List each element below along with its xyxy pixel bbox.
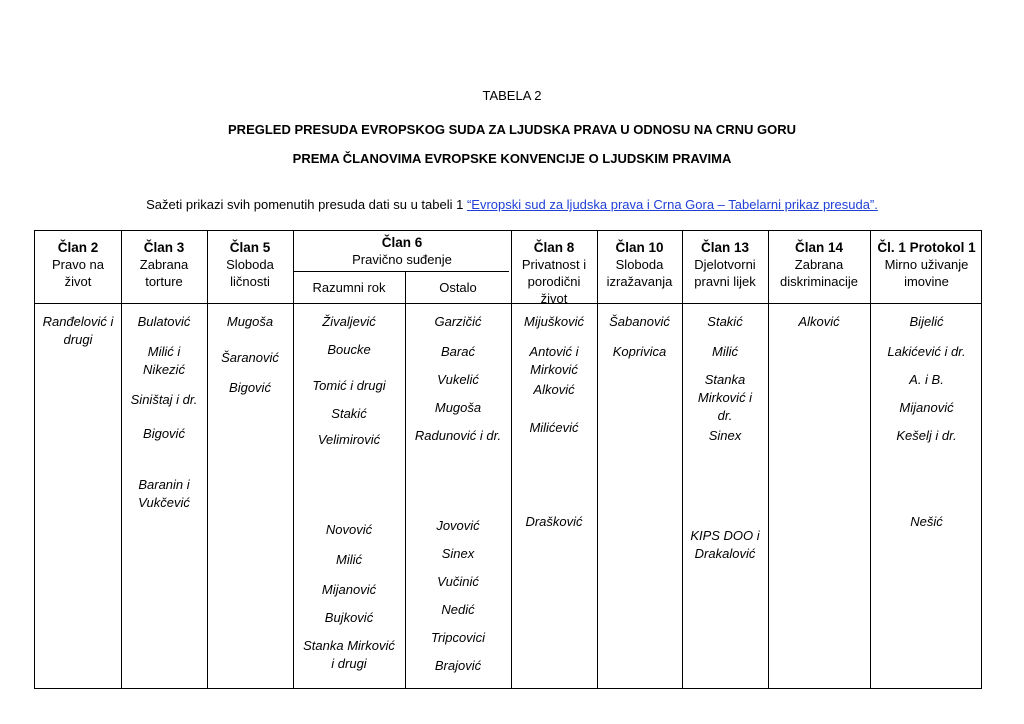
judgment-list (207, 231, 293, 690)
judgment-entry (405, 427, 511, 445)
text-line: Milić i (147, 344, 181, 359)
judgment-entry (405, 601, 511, 619)
judgment-list (597, 231, 682, 690)
text-line: Mirković (530, 362, 578, 377)
text-line: Milić (336, 552, 362, 567)
judgment-list (293, 231, 405, 690)
text-line: Djelotvorni (694, 257, 756, 272)
text-line: Zabrana (139, 257, 189, 272)
judgment-entry (511, 419, 597, 437)
judgment-entry (405, 371, 511, 389)
judgment-entry (870, 343, 983, 361)
text-line: Mugoša (434, 400, 482, 415)
judgment-entry (682, 313, 768, 331)
text-line: Mugoša (226, 314, 274, 329)
text-line: Tripcovici (431, 630, 485, 645)
article-number: Član 10 (615, 240, 664, 255)
text-line: Milićević (529, 420, 579, 435)
judgment-entry (293, 341, 405, 359)
judgment-entry (405, 399, 511, 417)
judgment-list (35, 231, 121, 690)
text-line: Kešelj i dr. (896, 428, 957, 443)
judgment-entry (682, 371, 768, 425)
judgment-entry (293, 431, 405, 449)
text-line: Bujković (324, 610, 374, 625)
text-line: Stanka (704, 372, 746, 387)
text-line: A. i B. (909, 372, 944, 387)
text-line: Živaljević (322, 314, 376, 329)
judgment-entry (870, 399, 983, 417)
judgment-entry (293, 637, 405, 673)
text-line: Lakićević i dr. (887, 344, 966, 359)
text-line: Šaranović (221, 350, 279, 365)
judgments-table (34, 230, 982, 689)
text-line: izražavanja (606, 274, 673, 289)
text-line: Mijanović (899, 400, 954, 415)
judgment-entry (405, 313, 511, 331)
judgment-entry (293, 377, 405, 395)
text-line: ličnosti (230, 274, 270, 289)
judgment-entry (597, 313, 682, 331)
text-line: Mirno uživanje (884, 257, 969, 272)
text-line: Sinex (708, 428, 742, 443)
text-line: Sinex (441, 546, 475, 561)
judgment-entry (405, 545, 511, 563)
judgment-entry (405, 343, 511, 361)
article-number: Čl. 1 Protokol 1 (877, 240, 976, 255)
judgment-entry (511, 313, 597, 331)
judgment-list (682, 231, 768, 690)
text-line: Vukelić (437, 372, 479, 387)
text-line: Zabrana (794, 257, 844, 272)
text-line: torture (145, 274, 183, 289)
text-line: Stakić (707, 314, 743, 329)
judgment-list (511, 231, 597, 690)
judgment-entry (121, 425, 207, 443)
document-title-line-1: PREGLED PRESUDA EVROPSKOG SUDA ZA LJUDSKA PRAVA U ODNOSU NA CRNU GORU (228, 122, 796, 137)
text-line: Mirković i (697, 390, 753, 405)
text-line: Bijelić (909, 314, 944, 329)
text-line: Vučinić (437, 574, 479, 589)
text-line: Jovović (436, 518, 480, 533)
text-line: Ranđelović i (42, 314, 114, 329)
text-line: Bigović (229, 380, 271, 395)
table-label: TABELA 2 (482, 88, 542, 103)
text-line: pravni lijek (694, 274, 756, 289)
text-line: Brajović (434, 658, 482, 673)
text-line: Vukčević (138, 495, 190, 510)
judgment-entry (768, 313, 870, 331)
judgment-entry (293, 581, 405, 599)
judgment-list (870, 231, 983, 690)
judgment-entry (405, 657, 511, 675)
text-line: porodični (527, 274, 581, 289)
text-line: Baranin i (138, 477, 190, 492)
judgment-list (405, 231, 511, 690)
judgment-entry (207, 313, 293, 331)
text-line: Alković (798, 314, 840, 329)
judgment-entry (870, 313, 983, 331)
text-line: Drakalović (694, 546, 756, 561)
text-line: Bulatović (137, 314, 191, 329)
text-line: Radunović i dr. (414, 428, 502, 443)
text-line: Mijanović (321, 582, 377, 597)
judgment-entry (405, 517, 511, 535)
judgment-entry (121, 343, 207, 379)
text-line: imovine (904, 274, 949, 289)
judgment-entry (597, 343, 682, 361)
judgment-entry (121, 313, 207, 331)
text-line: drugi (63, 332, 93, 347)
text-line: Novović (325, 522, 373, 537)
text-line: diskriminacije (779, 274, 859, 289)
judgment-entry (870, 427, 983, 445)
text-line: Stanka Mirković (303, 638, 395, 653)
text-line: Boucke (327, 342, 371, 357)
subcolumn-header: Ostalo (439, 280, 477, 295)
judgment-entry (682, 527, 768, 563)
judgment-entry (511, 381, 597, 399)
judgment-entry (405, 629, 511, 647)
text-line: Garzičić (434, 314, 482, 329)
judgment-entry (35, 313, 121, 349)
judgment-entry (293, 551, 405, 569)
text-line: Milić (712, 344, 738, 359)
article-number: Član 13 (700, 240, 750, 255)
judgment-entry (121, 476, 207, 512)
text-line: KIPS DOO i (690, 528, 760, 543)
judgment-entry (293, 521, 405, 539)
text-line: Drašković (525, 514, 583, 529)
text-line: Nikezić (143, 362, 185, 377)
judgment-entry (511, 513, 597, 531)
text-line: Nešić (910, 514, 943, 529)
text-line: Barać (441, 344, 475, 359)
text-line: Tomić i drugi (312, 378, 386, 393)
article-number: Član 3 (143, 240, 185, 255)
judgment-entry (207, 379, 293, 397)
judgment-entry (682, 343, 768, 361)
reference-link[interactable]: “Evropski sud za ljudska prava i Crna Gora – Tabelarni prikaz presuda”. (466, 197, 878, 212)
article-number: Član 14 (794, 240, 844, 255)
text-line: Bigović (143, 426, 185, 441)
article-number: Član 2 (57, 240, 99, 255)
text-line: dr. (717, 408, 733, 423)
text-line: Sloboda (615, 257, 664, 272)
article-number: Član 8 (533, 240, 575, 255)
judgment-entry (207, 349, 293, 367)
judgment-entry (682, 427, 768, 445)
text-line: Koprivica (612, 344, 667, 359)
judgment-entry (293, 609, 405, 627)
article-number: Član 6 (381, 235, 423, 250)
text-line: Alković (533, 382, 575, 397)
text-line: Šabanović (609, 314, 670, 329)
text-line: Pravo na (51, 257, 105, 272)
text-line: Sloboda (226, 257, 274, 272)
text-line: i drugi (331, 656, 367, 671)
judgment-list (768, 231, 870, 690)
document-title-line-2: PREMA ČLANOVIMA EVROPSKE KONVENCIJE O LJUDSKIM PRAVIMA (292, 151, 732, 166)
text-line: Mijušković (524, 314, 584, 329)
text-line: život (540, 291, 568, 306)
text-line: Nedić (441, 602, 475, 617)
article-number: Član 5 (229, 240, 271, 255)
text-line: Siništaj i dr. (130, 392, 198, 407)
judgment-entry (870, 371, 983, 389)
text-line: Velimirović (317, 432, 381, 447)
intro-text: Sažeti prikazi svih pomenutih presuda dati su u tabeli 1 (146, 197, 467, 212)
judgment-entry (511, 343, 597, 379)
judgment-entry (293, 405, 405, 423)
judgment-list (121, 231, 207, 690)
judgment-entry (121, 391, 207, 409)
judgment-entry (405, 573, 511, 591)
subcolumn-header: Razumni rok (312, 280, 386, 295)
judgment-entry (870, 513, 983, 531)
text-line: Antović i (529, 344, 579, 359)
text-line: Privatnost i (521, 257, 587, 272)
text-line: Stakić (331, 406, 367, 421)
intro-paragraph (0, 197, 1024, 212)
text-line: Pravično suđenje (352, 252, 452, 267)
judgment-entry (293, 313, 405, 331)
text-line: život (64, 274, 92, 289)
